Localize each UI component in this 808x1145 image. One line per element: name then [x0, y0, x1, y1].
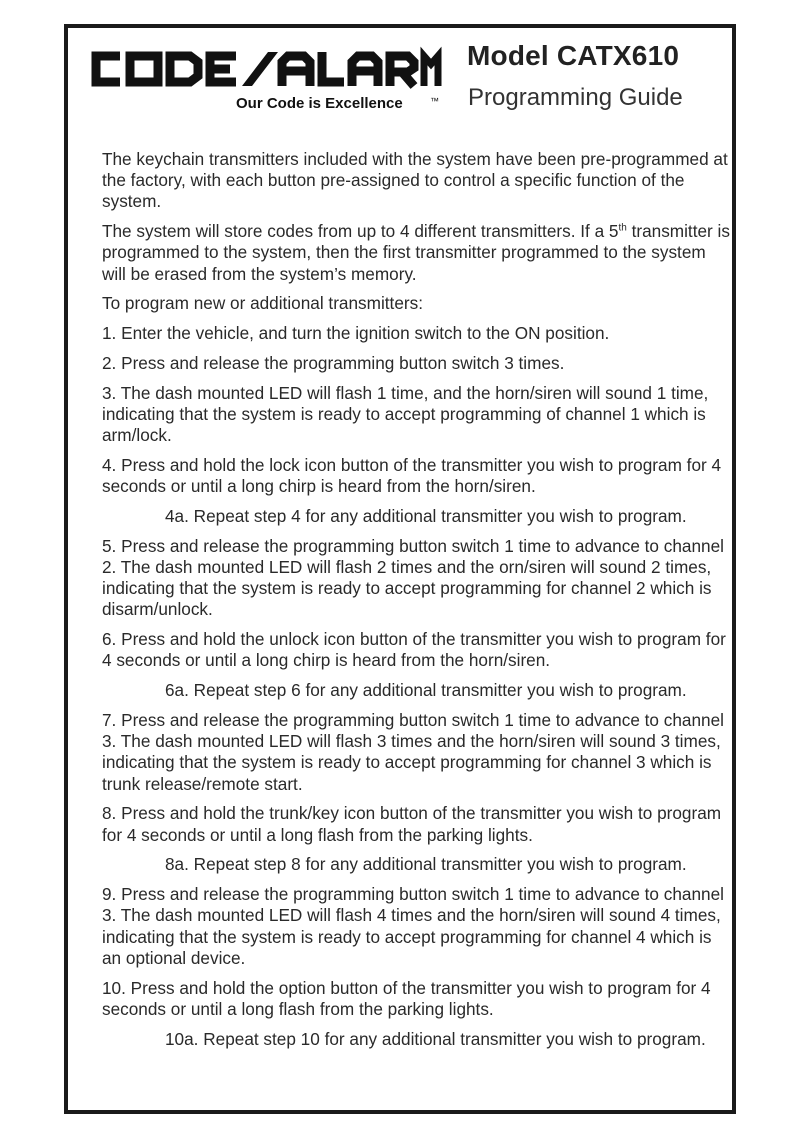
logo-graphic: [90, 44, 445, 116]
step-2: 2. Press and release the programming button switch 3 times.: [102, 353, 565, 373]
step-10a: 10a. Repeat step 10 for any additional transmitter you wish to program.: [165, 1028, 706, 1049]
step-4a: 4a. Repeat step 4 for any additional transmitter you wish to program.: [165, 506, 687, 526]
step-6a: 6a. Repeat step 6 for any additional transmitter you wish to program.: [165, 680, 687, 701]
step-3: 3. The dash mounted LED will flash 1 time, and the horn/siren will sound 1 time, indicating that the system is ready to accept programming of channel 1 which is arm/lock.: [102, 382, 709, 446]
step-5: 5. Press and release the programming button switch 1 time to advance to channel 2. The dash mounted LED will flash 2 times and the orn/siren will sound 2 times, indicating that the system is ready to accept programming for channel 2 which is disarm/unlock.: [102, 535, 724, 620]
ordinal-suffix: th: [618, 222, 627, 234]
memory-text-start: The system will store codes from up to 4 different transmitters. If a 5: [102, 221, 619, 242]
code-alarm-logo: [90, 44, 445, 116]
intro-paragraph: The keychain transmitters included with the system have been pre-programmed at the factory, with each button pre-assigned to control a specific function of the system.: [102, 149, 728, 212]
svg-text:Our Code is Excellence: Our Code is Excellence: [236, 95, 403, 112]
model-title: Model CATX610: [467, 40, 680, 71]
document-body: [102, 149, 732, 1058]
step-6: 6. Press and hold the unlock icon button of the transmitter you wish to program for 4 seconds or until a long chirp is heard from the horn/siren.: [102, 629, 726, 671]
step-10: 10. Press and hold the option button of the transmitter you wish to program for 4 seconds or until a long flash from the parking lights.: [102, 977, 711, 1019]
step-1: 1. Enter the vehicle, and turn the ignition switch to the ON position.: [102, 323, 610, 344]
memory-text-end: transmitter is programmed to the system, then the first transmitter programmed to the system will be erased from the system’s memory.: [102, 221, 730, 284]
svg-text:™: ™: [430, 96, 439, 106]
step-9: 9. Press and release the programming button switch 1 time to advance to channel 3. The dash mounted LED will flash 4 times and the horn/siren will sound 4 times, indicating that the system is ready to accept programming for channel 4 which is an optional device.: [102, 884, 724, 968]
guide-subtitle: Programming Guide: [468, 84, 683, 111]
step-4: 4. Press and hold the lock icon button of the transmitter you wish to program for 4 seconds or until a long chirp is heard from the horn/siren.: [102, 455, 722, 497]
step-7: 7. Press and release the programming button switch 1 time to advance to channel 3. The dash mounted LED will flash 3 times and the horn/siren will sound 3 times, indicating that the system is ready to accept programming for channel 3 which is trunk release/remote start.: [102, 710, 724, 794]
memory-paragraph: [102, 221, 732, 285]
step-8a: 8a. Repeat step 8 for any additional transmitter you wish to program.: [165, 854, 687, 875]
instructions-heading: To program new or additional transmitters:: [102, 293, 423, 314]
step-8: 8. Press and hold the trunk/key icon button of the transmitter you wish to program for 4 seconds or until a long flash from the parking lights.: [102, 803, 722, 845]
